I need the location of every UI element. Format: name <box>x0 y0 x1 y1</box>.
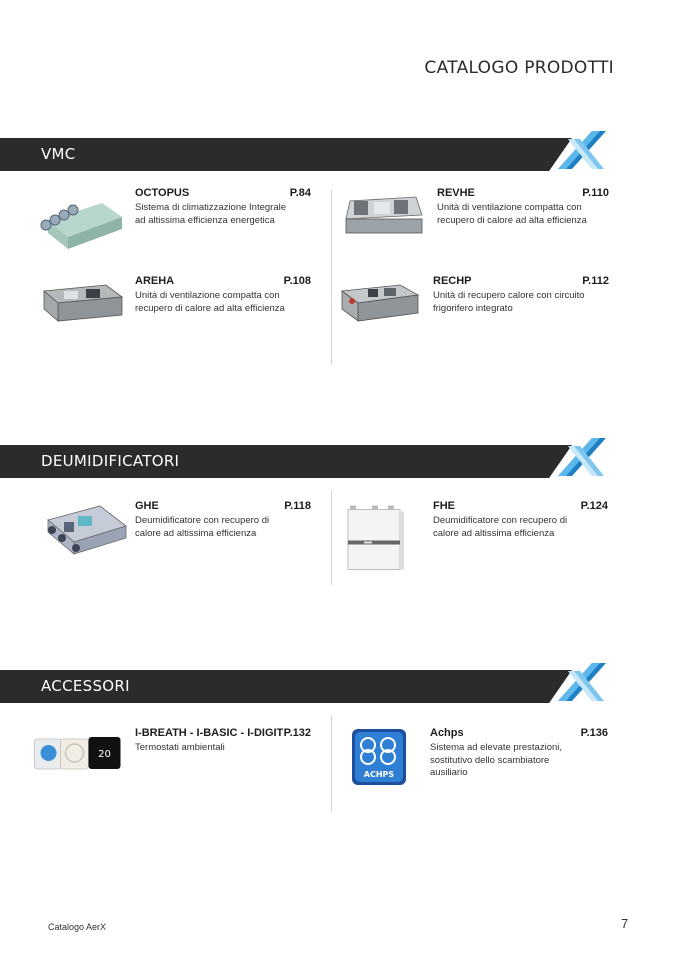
revhe-unit-image <box>342 187 432 257</box>
product-description: Deumidificatore con recupero di calore ad altissima efficienza <box>135 515 270 539</box>
product-revhe[interactable] <box>342 187 609 267</box>
product-ghe[interactable] <box>40 500 311 580</box>
product-description: Deumidificatore con recupero di calore ad altissima efficienza <box>433 515 568 539</box>
octopus-unit-image <box>40 187 130 257</box>
product-name: I-BREATH - I-BASIC - I-DIGIT <box>135 727 284 739</box>
section-title: ACCESSORI <box>41 677 130 695</box>
thermostat-display-readout: 20 <box>98 749 111 760</box>
aerx-x-logo-icon <box>552 436 610 478</box>
product-fhe[interactable] <box>338 500 608 575</box>
product-name: REVHE <box>437 187 475 199</box>
product-page-ref: P.108 <box>283 275 311 287</box>
column-divider <box>331 190 332 365</box>
section-header-band <box>0 138 572 171</box>
product-page-ref: P.132 <box>283 727 311 739</box>
product-thermostats[interactable] <box>30 727 311 807</box>
aerx-x-logo-icon <box>552 661 610 703</box>
product-description: Termostati ambientali <box>135 742 225 753</box>
product-achps[interactable] <box>342 727 608 807</box>
column-divider <box>331 715 332 812</box>
product-description: Unità di recupero calore con circuito frigorifero integrato <box>433 290 585 314</box>
product-octopus[interactable] <box>40 187 311 267</box>
aerx-x-logo-icon <box>552 129 610 171</box>
product-description: Unità di ventilazione compatta con recupero di calore ad alta efficienza <box>437 202 587 226</box>
product-name: AREHA <box>135 275 175 287</box>
footer-brand: Catalogo AerX <box>48 922 107 932</box>
product-name: RECHP <box>433 275 472 287</box>
product-name: GHE <box>135 500 159 512</box>
rechp-unit-image <box>338 275 428 345</box>
product-description: Sistema ad elevate prestazioni, sostitutivo dello scambiatore ausiliario <box>430 742 563 778</box>
product-description: Unità di ventilazione compatta con recupero di calore ad alta efficienza <box>135 290 285 314</box>
achps-logo-image <box>342 727 432 797</box>
product-rechp[interactable] <box>338 275 609 355</box>
page-title: CATALOGO PRODOTTI <box>424 58 614 78</box>
product-name: Achps <box>430 727 464 739</box>
product-name: OCTOPUS <box>135 187 190 199</box>
areha-unit-image <box>40 275 130 345</box>
column-divider <box>331 490 332 585</box>
product-page-ref: P.110 <box>582 187 609 199</box>
section-title: VMC <box>41 145 76 163</box>
section-title: DEUMIDIFICATORI <box>41 452 180 470</box>
achps-logo-text: ACHPS <box>363 770 395 779</box>
fhe-unit-image <box>338 500 428 575</box>
product-page-ref: P.136 <box>580 727 608 739</box>
product-page-ref: P.84 <box>289 187 311 199</box>
product-description: Sistema di climatizzazione Integrale ad altissima efficienza energetica <box>135 202 287 226</box>
product-page-ref: P.112 <box>582 275 609 287</box>
ghe-unit-image <box>40 500 130 570</box>
page-number: 7 <box>621 916 629 931</box>
thermostats-image <box>30 727 130 797</box>
product-page-ref: P.124 <box>580 500 608 512</box>
product-page-ref: P.118 <box>284 500 311 512</box>
product-areha[interactable] <box>40 275 311 355</box>
product-name: FHE <box>433 500 455 512</box>
